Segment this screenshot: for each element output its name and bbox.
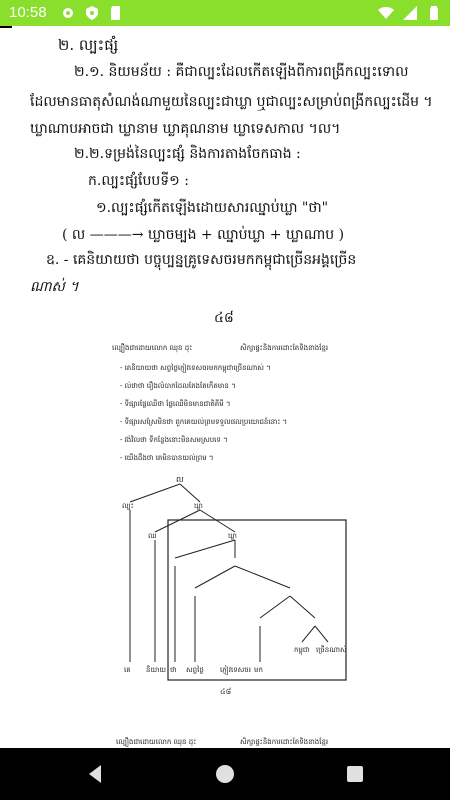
scan-page-number: ៤៨	[220, 687, 232, 696]
tree-leaf: មក	[254, 666, 263, 674]
scan-item: - ល់ថាថា រឿងលំបាកដែលតែងតែកើតមាន ។	[120, 382, 236, 390]
tree-leaf: ច្រើនណាស់	[316, 646, 347, 654]
tree-node: ឃ្លា	[228, 532, 237, 540]
cellular-icon	[402, 5, 418, 21]
tree-node: ឃ្លា	[194, 502, 203, 510]
formula-line: ( ល ———→ ឃ្លាចម្បង + ឈ្នាប់ឃ្លា + ឃ្លាណាប )	[62, 227, 345, 243]
body-line: ដែលមានធាតុសំណង់ណាមួយនៃល្បះជាឃ្លា ឬជាល្បះសម្រាប់ពង្រីកល្បះដើម ។	[30, 94, 433, 110]
recents-icon[interactable]	[342, 761, 368, 787]
section-heading: ២. ល្បះផ្សំ	[58, 36, 119, 54]
settings-icon	[60, 5, 76, 21]
subsection-heading: ក.ល្បះផ្សំបែបទី១ :	[88, 173, 189, 189]
tree-node: ឈ	[148, 532, 157, 540]
navigation-bar	[0, 748, 450, 800]
wifi-icon	[378, 5, 394, 21]
tree-leaf: និយាយ	[146, 666, 166, 674]
tree-leaf: សព្វថ្ងៃ	[186, 666, 204, 674]
document-page[interactable]	[0, 26, 450, 748]
scan-header-right: សិក្សាផ្ទះនិងការដោះតែទិងខាងខ្មែរ	[240, 344, 329, 352]
tree-root: ល	[176, 475, 184, 484]
battery-icon	[426, 5, 442, 21]
clock: 10:58	[9, 4, 47, 21]
scan-item: - ទីផ្សារសស្រែមិនថា ពួកគេយល់ព្រមទទួលផលប្រយោជន៍នោះ ។	[120, 418, 288, 426]
scan-edge-mark	[0, 26, 12, 28]
system-icons	[378, 5, 442, 21]
notification-icons	[60, 5, 124, 21]
scan-footer-left: ល្បឿងជាដោយលោក ឈុន ដុះ	[116, 738, 197, 746]
tree-leaf: កម្ពុជា	[294, 646, 310, 654]
tree-leaf: ភ្ញៀវទេសចរ	[220, 666, 251, 674]
definition-line: ២.១. និយមន័យ : គឺជាល្បះដែលកើតឡើងពីការពង្រីកល្បះទោល	[74, 64, 409, 80]
shield-icon	[84, 5, 100, 21]
status-bar	[0, 0, 450, 26]
syntax-tree-diagram	[110, 472, 350, 682]
sd-card-icon	[108, 5, 124, 21]
scan-header-left: ល្បឿងជាដោយលោក ឈុន ដុះ	[112, 344, 193, 352]
scan-item: - យើងដឹងថា គេមិនបានយល់ព្រម ។	[120, 454, 214, 462]
body-line: ឃ្លាណាបអាចជា ឃ្លានាម ឃ្លាគុណនាម ឃ្លាទេសកាល ។ល។	[30, 121, 341, 137]
page-number: ៤៨	[214, 310, 234, 326]
scan-item: - គេនិយាយថា សព្វថ្ងៃភ្ញៀវទេសចរមកកម្ពុជាច្រើនណាស់ ។	[120, 364, 271, 372]
tree-leaf: គេ	[124, 666, 131, 674]
scan-item: - ទីផ្សារផ្លែឈើថា ផ្លែឈើមិនមានជាតិគីមី ។	[120, 400, 231, 408]
tree-leaf: ថា	[170, 666, 177, 674]
rule-heading: ១.ល្បះផ្សំកើតឡើងដោយសារឈ្នាប់ឃ្លា "ថា"	[96, 200, 329, 216]
example-line: ណាស់ ។	[30, 279, 79, 295]
example-line: ឧ. - គេនិយាយថា បច្ចុប្បន្នគ្រូទេសចរមកកម្ពុជាច្រើនអង្គច្រើន	[46, 252, 357, 268]
subsection-heading: ២.២.ទម្រង់នៃល្បះផ្សំ និងការតាងចែកធាង :	[74, 146, 301, 162]
home-icon[interactable]	[212, 761, 238, 787]
scan-item: - វង់វិលថា ទីកន្លែងនោះមិនសមស្របទេ ។	[120, 436, 228, 444]
tree-node: ល្បះ	[122, 502, 134, 510]
back-icon[interactable]	[82, 761, 108, 787]
scanned-page-image	[110, 344, 350, 696]
scan-footer-right: សិក្សាផ្ទះនិងការដោះតែទិងខាងខ្មែរ	[240, 738, 329, 746]
